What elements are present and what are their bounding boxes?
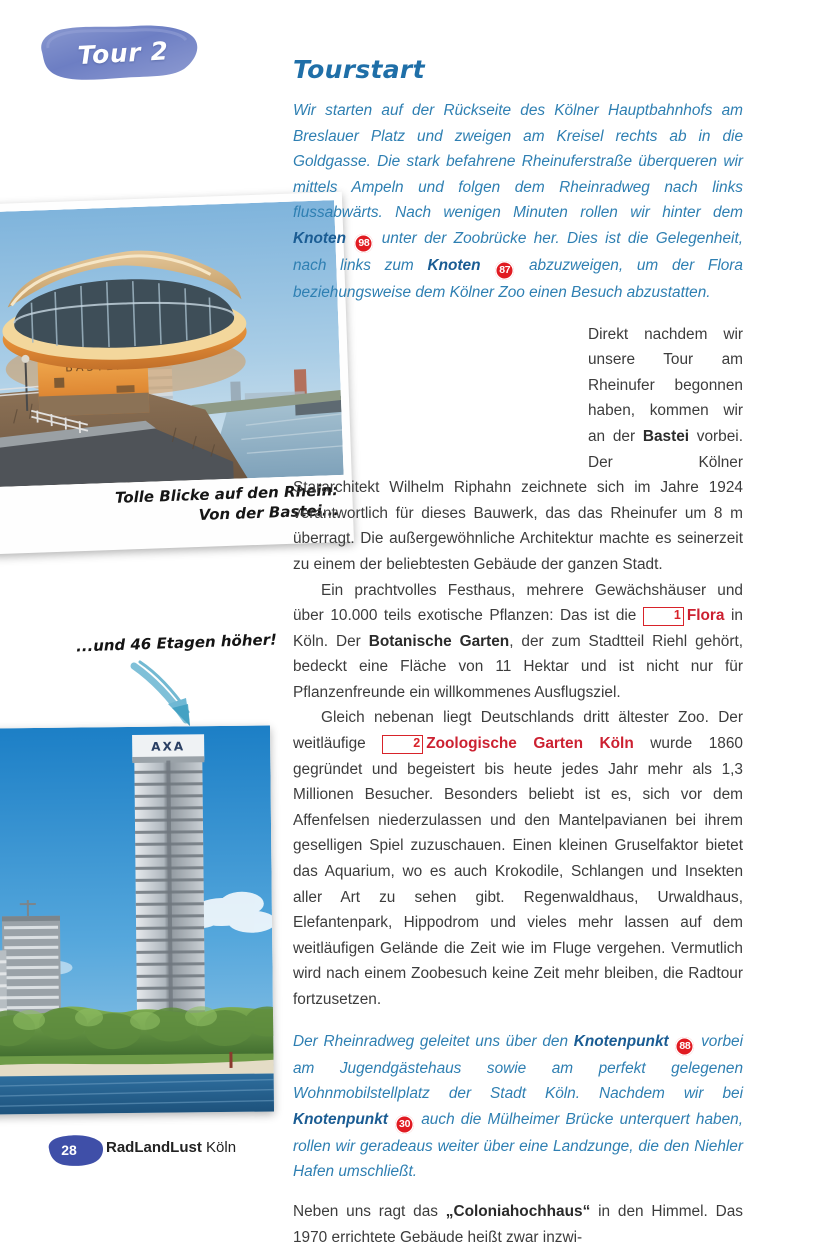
knotenpunkt-label-1: Knotenpunkt xyxy=(573,1032,669,1050)
knoten-label-1: Knoten xyxy=(293,229,347,247)
poi-marker-1: 1 xyxy=(643,607,684,626)
colonia-photo-frame xyxy=(0,726,274,1115)
bastei-text-1: Direkt nachdem wir unsere Tour am Rheinufer begonnen haben, kommen wir an der xyxy=(588,325,743,445)
tour-label: Tour 2 xyxy=(76,35,170,70)
footer-brand-name: RadLandLust xyxy=(106,1139,202,1156)
footer-brand xyxy=(106,1139,236,1156)
poi-name-zoo: Zoologische Garten Köln xyxy=(426,735,634,753)
intro-text-1: Wir starten auf der Rückseite des Kölner Hauptbahnhofs am Breslauer Platz und zweigen am Kreisel rechts ab in die Goldgasse. Die stark befahrene Rheinuferstraße überqueren wir mittels Ampeln und folgen dem Rheinradweg nach links flussabwärts. Nach wenigen Minuten rollen wir hinter dem xyxy=(293,102,743,222)
page-title: Tourstart xyxy=(293,55,425,84)
flora-text-2: in Köln. Der xyxy=(293,607,743,650)
footer-city-name: Köln xyxy=(206,1139,237,1156)
tour-badge xyxy=(34,22,202,84)
zoo-text-2: wurde 1860 gegründet und begeistert bis heute jedes Jahr mehr als 1,3 Millionen Besucher. Besonders beliebt ist es, sich vor dem Affenfelsen niederzulassen und den Mantelpavianen bei ihrem geselligen Spiel zuzuschauen. Einen kleinen Gruselfaktor bietet das Aquarium, wo es auch Krokodile, Schlangen und Insekten aller Art zu sehen gibt. Regenwaldhaus, Urwaldhaus, Elefantenpark, Hippodrom und vieles mehr lassen auf dem weitläufigen Gelände die Zeit wie im Fluge vergehen. Vermutlich wird nach einem Zoobesuch keine Zeit mehr bleiben, die Radtour fortzusetzen. xyxy=(293,735,743,1008)
photo1-wrap-spacer xyxy=(293,322,588,472)
svg-text:AXA: AXA xyxy=(151,739,186,754)
colonia-annotation xyxy=(75,630,278,730)
rheinradweg-text-3: auch die Mülheimer Brücke unterquert haben, rollen wir geradeaus weiter über eine Landzunge, die den Niehler Hafen umschließt. xyxy=(293,1110,743,1181)
bastei-photo-caption: Tolle Blicke auf den Rhein: Von der Bastei... xyxy=(114,481,340,525)
knoten-badge-30: 30 xyxy=(395,1115,414,1134)
colonia-paragraph xyxy=(293,1199,743,1250)
knoten-badge-98: 98 xyxy=(354,234,373,253)
flora-paragraph xyxy=(293,578,743,706)
colonia-text-1: Neben uns ragt das xyxy=(293,1202,446,1220)
knoten-badge-87: 87 xyxy=(495,261,514,280)
zoo-paragraph xyxy=(293,705,743,1012)
page-number: 28 xyxy=(61,1142,77,1158)
poi-marker-2: 2 xyxy=(382,735,423,754)
colonia-photo-image xyxy=(0,726,274,1115)
knotenpunkt-label-2: Knotenpunkt xyxy=(293,1110,388,1128)
rheinradweg-text-2: vorbei am Jugendgästehaus sowie am perfekt gelegenen Wohnmobilstellplatz der Stadt Köln. Nachdem wir bei xyxy=(293,1032,743,1103)
colonia-bold: „Coloniahochhaus“ xyxy=(445,1202,591,1220)
intro-text-3: abzuzweigen, um der Flora beziehungsweise dem Kölner Zoo einen Besuch abzustatten. xyxy=(293,256,743,301)
bastei-text-2: vorbei. Der Kölner Stararchitekt Wilhelm Riphahn zeichnete sich im Jahre 1924 verantwortlich für dieses Bauwerk, das das Rheinufer um 8 m überragt. Die außergewöhnliche Architektur machte es seinerzeit zu einem der beliebtesten Gebäude der ganzen Stadt. xyxy=(293,427,743,573)
intro-paragraph xyxy=(293,98,743,306)
bastei-bold: Bastei xyxy=(642,427,690,445)
page-footer xyxy=(46,1133,446,1169)
flora-text-1: Ein prachtvolles Festhaus, mehrere Gewächshäuser und über 10.000 teils exotische Pflanzen: Das ist die xyxy=(293,581,743,625)
text-column xyxy=(293,55,743,1250)
zoo-text-1: Gleich nebenan liegt Deutschlands dritt ältester Zoo. Der weitläufige xyxy=(293,709,743,753)
flora-text-3: , der zum Stadtteil Riehl gehört, bedeckt eine Fläche von 11 Hektar und ist nicht nur für Pflanzenfreunde ein willkommenes Ausflugsziel. xyxy=(293,632,743,701)
poi-name-flora: Flora xyxy=(686,607,725,625)
flora-bold: Botanische Garten xyxy=(368,632,510,650)
colonia-text-2: in den Himmel. Das 1970 errichtete Gebäude heißt zwar inzwi- xyxy=(293,1202,743,1246)
rheinradweg-text-1: Der Rheinradweg geleitet uns über den xyxy=(293,1032,574,1050)
intro-text-2: unter der Zoobrücke her. Dies ist die Gelegenheit, nach links zum xyxy=(293,229,743,274)
knoten-badge-88: 88 xyxy=(675,1037,694,1056)
colonia-annotation-text: ...und 46 Etagen höher! xyxy=(75,630,278,656)
knoten-label-2: Knoten xyxy=(427,256,481,274)
